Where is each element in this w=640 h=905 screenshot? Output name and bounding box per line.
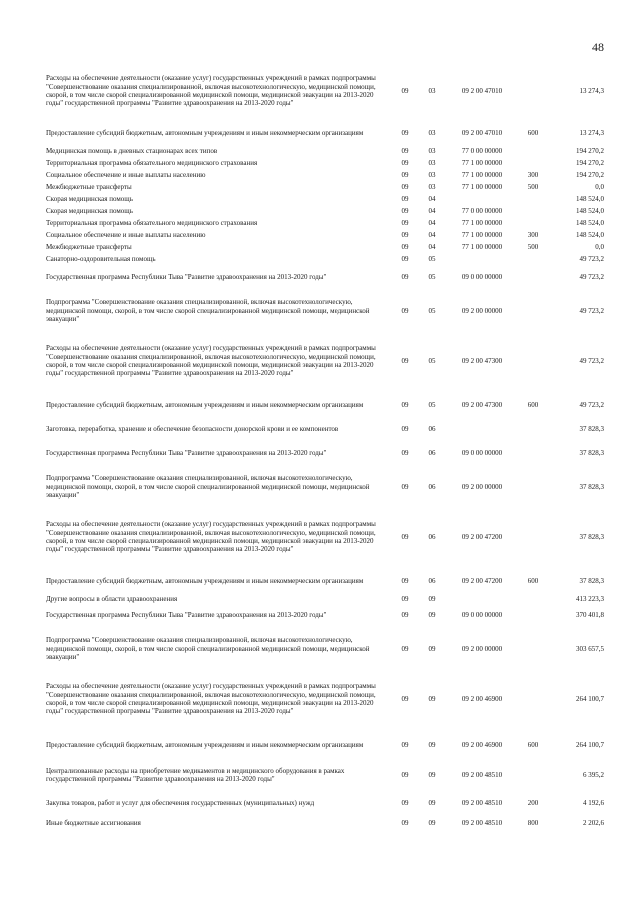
- row-section-code: 09: [401, 182, 409, 191]
- row-name-cell: Централизованные расходы на приобретение медикаментов и медицинского оборудования в рамках государственной программы "Развитие здравоохранения на 2013-2020 годы": [46, 766, 345, 783]
- table-row: [46, 594, 604, 604]
- row-expense-type-code: 600: [527, 740, 539, 749]
- row-subsection-code: 03: [428, 170, 436, 179]
- row-name-cell: Предоставление субсидий бюджетным, автономным учреждениям и иным некоммерческим организациям: [46, 576, 364, 585]
- row-section-code: 09: [401, 798, 409, 807]
- row-section-code: 09: [401, 594, 409, 603]
- table-row: [46, 606, 604, 624]
- row-subsection-code: 09: [428, 644, 436, 653]
- table-row: [46, 794, 604, 812]
- row-expense-type-code: 500: [527, 182, 539, 191]
- table-row: [46, 816, 604, 830]
- row-section-code: 09: [401, 86, 409, 95]
- row-name-cell: Государственная программа Республики Тыва "Развитие здравоохранения на 2013-2020 годы": [46, 610, 327, 619]
- row-subsection-code: 05: [428, 306, 436, 315]
- table-row: [46, 736, 604, 754]
- row-amount: 13 274,3: [579, 128, 604, 137]
- row-target-article-code: 09 2 00 47010: [461, 128, 503, 137]
- row-subsection-code: 09: [428, 610, 436, 619]
- row-section-code: 09: [401, 254, 409, 263]
- row-name-cell: Территориальная программа обязательного медицинского страхования: [46, 218, 258, 227]
- row-section-code: 09: [401, 218, 409, 227]
- row-name-cell: Государственная программа Республики Тыва "Развитие здравоохранения на 2013-2020 годы": [46, 272, 327, 281]
- row-target-article-code: 09 2 00 47300: [461, 400, 503, 409]
- row-subsection-code: 09: [428, 740, 436, 749]
- table-row: [46, 294, 604, 328]
- table-row: [46, 512, 604, 562]
- table-row: [46, 182, 604, 192]
- row-section-code: 09: [401, 242, 409, 251]
- row-subsection-code: 09: [428, 770, 436, 779]
- row-section-code: 09: [401, 400, 409, 409]
- row-target-article-code: 09 2 00 47200: [461, 532, 503, 541]
- row-section-code: 09: [401, 644, 409, 653]
- row-amount: 264 100,7: [576, 740, 604, 749]
- row-subsection-code: 09: [428, 694, 436, 703]
- row-section-code: 09: [401, 158, 409, 167]
- row-section-code: 09: [401, 146, 409, 155]
- row-section-code: 09: [401, 482, 409, 491]
- row-section-code: 09: [401, 356, 409, 365]
- row-name-cell: Социальное обеспечение и иные выплаты населению: [46, 230, 206, 239]
- row-expense-type-code: 200: [527, 798, 539, 807]
- table-row: [46, 254, 604, 264]
- row-subsection-code: 03: [428, 128, 436, 137]
- row-expense-type-code: 300: [527, 170, 539, 179]
- row-amount: 49 723,2: [579, 400, 604, 409]
- table-row: [46, 124, 604, 142]
- row-name-cell: Заготовка, переработка, хранение и обеспечение безопасности донорской крови и ее компонентов: [46, 424, 339, 433]
- table-row: [46, 268, 604, 286]
- row-section-code: 09: [401, 128, 409, 137]
- table-row: [46, 420, 604, 438]
- row-name-cell: Расходы на обеспечение деятельности (оказание услуг) государственных учреждений в рамках подпрограммы "Совершенствование оказания специализированной, включая высокотехнологическую, медицинской помощи, скорой, в том числе скорой специализированной медицинской помощи, медицинской эвакуации на 2013-2020 годы" государственной программы "Развитие здравоохранения на 2013-2020 годы": [46, 74, 376, 108]
- row-name-cell: Социальное обеспечение и иные выплаты населению: [46, 170, 206, 179]
- row-amount: 0,0: [595, 242, 604, 251]
- row-name-cell: Санаторно-оздоровительная помощь: [46, 254, 156, 263]
- budget-table: [46, 66, 604, 830]
- row-name-cell: Территориальная программа обязательного медицинского страхования: [46, 158, 258, 167]
- row-name-cell: Подпрограмма "Совершенствование оказания специализированной, включая высокотехнологическую, медицинской помощи, скорой, в том числе скорой специализированной медицинской помощи, медицинской эвакуации": [46, 636, 370, 662]
- row-subsection-code: 05: [428, 400, 436, 409]
- row-target-article-code: 09 2 00 46900: [461, 740, 503, 749]
- row-amount: 303 657,5: [576, 644, 604, 653]
- row-subsection-code: 03: [428, 146, 436, 155]
- row-target-article-code: 09 2 00 48510: [461, 798, 503, 807]
- row-expense-type-code: 800: [527, 818, 539, 827]
- row-amount: 148 524,0: [576, 230, 604, 239]
- row-subsection-code: 06: [428, 448, 436, 457]
- row-target-article-code: 09 2 00 48510: [461, 818, 503, 827]
- page-number: 48: [592, 40, 604, 54]
- row-target-article-code: 77 1 00 00000: [461, 158, 503, 167]
- row-amount: 0,0: [595, 182, 604, 191]
- row-subsection-code: 06: [428, 576, 436, 585]
- table-row: [46, 158, 604, 168]
- row-name-cell: Расходы на обеспечение деятельности (оказание услуг) государственных учреждений в рамках подпрограммы "Совершенствование оказания специализированной, включая высокотехнологическую, медицинской помощи, скорой, в том числе скорой специализированной медицинской помощи, медицинской эвакуации на 2013-2020 годы" государственной программы "Развитие здравоохранения на 2013-2020 годы": [46, 344, 376, 378]
- row-subsection-code: 05: [428, 356, 436, 365]
- table-row: [46, 230, 604, 240]
- row-expense-type-code: 600: [527, 128, 539, 137]
- row-subsection-code: 06: [428, 532, 436, 541]
- row-section-code: 09: [401, 424, 409, 433]
- row-name-cell: Государственная программа Республики Тыва "Развитие здравоохранения на 2013-2020 годы": [46, 448, 327, 457]
- row-name-cell: Предоставление субсидий бюджетным, автономным учреждениям и иным некоммерческим организациям: [46, 128, 364, 137]
- row-section-code: 09: [401, 206, 409, 215]
- row-target-article-code: 77 1 00 00000: [461, 170, 503, 179]
- table-row: [46, 396, 604, 414]
- row-name-cell: Межбюджетные трансферты: [46, 182, 132, 191]
- table-row: [46, 336, 604, 386]
- row-name-cell: Межбюджетные трансферты: [46, 242, 132, 251]
- row-target-article-code: 77 0 00 00000: [461, 146, 503, 155]
- row-amount: 37 828,3: [579, 532, 604, 541]
- row-target-article-code: 77 1 00 00000: [461, 218, 503, 227]
- table-row: [46, 572, 604, 590]
- table-row: [46, 632, 604, 666]
- row-amount: 194 270,2: [576, 170, 604, 179]
- row-name-cell: Расходы на обеспечение деятельности (оказание услуг) государственных учреждений в рамках подпрограммы "Совершенствование оказания специализированной, включая высокотехнологическую, медицинской помощи, скорой, в том числе скорой специализированной медицинской помощи, медицинской эвакуации на 2013-2020 годы" государственной программы "Развитие здравоохранения на 2013-2020 годы": [46, 520, 376, 554]
- table-row: [46, 206, 604, 216]
- table-row: [46, 470, 604, 504]
- row-target-article-code: 77 1 00 00000: [461, 182, 503, 191]
- row-subsection-code: 06: [428, 482, 436, 491]
- row-name-cell: Скорая медицинская помощь: [46, 206, 133, 215]
- row-section-code: 09: [401, 576, 409, 585]
- row-section-code: 09: [401, 770, 409, 779]
- row-target-article-code: 09 2 00 47010: [461, 86, 503, 95]
- row-amount: 49 723,2: [579, 306, 604, 315]
- row-target-article-code: 77 1 00 00000: [461, 242, 503, 251]
- table-row: [46, 66, 604, 116]
- table-row: [46, 218, 604, 228]
- table-row: [46, 146, 604, 156]
- row-subsection-code: 09: [428, 818, 436, 827]
- row-amount: 49 723,2: [579, 254, 604, 263]
- row-name-cell: Скорая медицинская помощь: [46, 194, 133, 203]
- row-subsection-code: 04: [428, 194, 436, 203]
- row-expense-type-code: 600: [527, 400, 539, 409]
- row-name-cell: Подпрограмма "Совершенствование оказания специализированной, включая высокотехнологическую, медицинской помощи, скорой, в том числе скорой специализированной медицинской помощи, медицинской эвакуации": [46, 474, 370, 500]
- row-amount: 148 524,0: [576, 206, 604, 215]
- row-name-cell: Предоставление субсидий бюджетным, автономным учреждениям и иным некоммерческим организациям: [46, 400, 364, 409]
- row-subsection-code: 09: [428, 594, 436, 603]
- row-amount: 37 828,3: [579, 448, 604, 457]
- row-section-code: 09: [401, 610, 409, 619]
- row-section-code: 09: [401, 194, 409, 203]
- row-target-article-code: 09 0 00 00000: [461, 272, 503, 281]
- row-amount: 6 395,2: [583, 770, 604, 779]
- row-subsection-code: 04: [428, 230, 436, 239]
- table-row: [46, 194, 604, 204]
- row-subsection-code: 05: [428, 254, 436, 263]
- row-name-cell: Предоставление субсидий бюджетным, автономным учреждениям и иным некоммерческим организациям: [46, 740, 364, 749]
- row-section-code: 09: [401, 740, 409, 749]
- row-amount: 49 723,2: [579, 272, 604, 281]
- row-name-cell: Подпрограмма "Совершенствование оказания специализированной, включая высокотехнологическую, медицинской помощи, скорой, в том числе скорой специализированной медицинской помощи, медицинской эвакуации": [46, 298, 370, 324]
- row-section-code: 09: [401, 272, 409, 281]
- row-subsection-code: 03: [428, 158, 436, 167]
- row-name-cell: Расходы на обеспечение деятельности (оказание услуг) государственных учреждений в рамках подпрограммы "Совершенствование оказания специализированной, включая высокотехнологическую, медицинской помощи, скорой, в том числе скорой специализированной медицинской помощи, медицинской эвакуации на 2013-2020 годы" государственной программы "Развитие здравоохранения на 2013-2020 годы": [46, 682, 376, 716]
- row-target-article-code: 09 0 00 00000: [461, 610, 503, 619]
- row-amount: 4 192,6: [583, 798, 604, 807]
- row-subsection-code: 03: [428, 182, 436, 191]
- row-name-cell: Закупка товаров, работ и услуг для обеспечения государственных (муниципальных) нужд: [46, 798, 315, 807]
- row-target-article-code: 09 2 00 00000: [461, 644, 503, 653]
- row-amount: 413 223,3: [576, 594, 604, 603]
- row-section-code: 09: [401, 818, 409, 827]
- row-amount: 194 270,2: [576, 146, 604, 155]
- row-amount: 264 100,7: [576, 694, 604, 703]
- row-section-code: 09: [401, 532, 409, 541]
- row-amount: 37 828,3: [579, 424, 604, 433]
- row-target-article-code: 09 2 00 47300: [461, 356, 503, 365]
- row-target-article-code: 77 0 00 00000: [461, 206, 503, 215]
- row-amount: 37 828,3: [579, 576, 604, 585]
- row-amount: 2 202,6: [583, 818, 604, 827]
- table-row: [46, 170, 604, 180]
- row-name-cell: Медицинская помощь в дневных стационарах всех типов: [46, 146, 218, 155]
- table-row: [46, 762, 604, 788]
- table-row: [46, 242, 604, 252]
- row-subsection-code: 04: [428, 206, 436, 215]
- row-target-article-code: 09 2 00 00000: [461, 306, 503, 315]
- row-amount: 370 401,8: [576, 610, 604, 619]
- row-target-article-code: 09 2 00 48510: [461, 770, 503, 779]
- table-row: [46, 444, 604, 462]
- row-amount: 49 723,2: [579, 356, 604, 365]
- row-expense-type-code: 300: [527, 230, 539, 239]
- row-amount: 148 524,0: [576, 194, 604, 203]
- row-name-cell: Иные бюджетные ассигнования: [46, 818, 141, 827]
- row-section-code: 09: [401, 230, 409, 239]
- row-name-cell: Другие вопросы в области здравоохранения: [46, 594, 178, 603]
- row-section-code: 09: [401, 448, 409, 457]
- row-subsection-code: 05: [428, 272, 436, 281]
- row-section-code: 09: [401, 306, 409, 315]
- row-subsection-code: 03: [428, 86, 436, 95]
- row-target-article-code: 09 2 00 46900: [461, 694, 503, 703]
- row-section-code: 09: [401, 170, 409, 179]
- row-target-article-code: 09 2 00 47200: [461, 576, 503, 585]
- row-amount: 148 524,0: [576, 218, 604, 227]
- row-amount: 13 274,3: [579, 86, 604, 95]
- row-subsection-code: 06: [428, 424, 436, 433]
- row-target-article-code: 09 0 00 00000: [461, 448, 503, 457]
- row-subsection-code: 04: [428, 218, 436, 227]
- row-subsection-code: 09: [428, 798, 436, 807]
- row-amount: 194 270,2: [576, 158, 604, 167]
- row-subsection-code: 04: [428, 242, 436, 251]
- row-expense-type-code: 600: [527, 576, 539, 585]
- row-amount: 37 828,3: [579, 482, 604, 491]
- row-target-article-code: 77 1 00 00000: [461, 230, 503, 239]
- table-row: [46, 674, 604, 724]
- row-expense-type-code: 500: [527, 242, 539, 251]
- row-section-code: 09: [401, 694, 409, 703]
- row-target-article-code: 09 2 00 00000: [461, 482, 503, 491]
